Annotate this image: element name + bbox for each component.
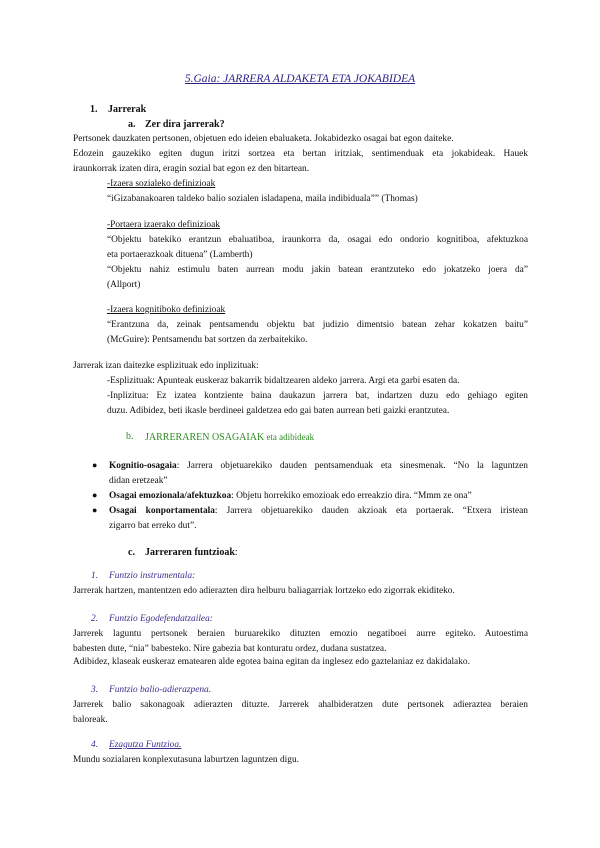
section-1-heading: Jarrerak <box>108 104 147 115</box>
subsection-b-tail: eta adibideak <box>264 432 315 442</box>
bullet-text: didan eretzeak” <box>109 476 168 486</box>
definition-line: “Objektu batekiko erantzun ebaluatiboa, iraunkorra da, osagai edo ondorio kognitiboa, afektuzkoa <box>107 235 528 245</box>
subsection-c-letter: c. <box>128 547 135 558</box>
bullet-term: Kognitio-osagaia <box>109 461 177 471</box>
function-text: Jarrerak hartzen, mantentzen edo adierazten dira helburu baliagarriak lortzeko edo zigorrak ekiditeko. <box>73 586 455 596</box>
function-number: 4. <box>91 740 99 750</box>
subsection-c-title: Jarreraren funtzioak <box>145 547 235 558</box>
explicit-implicit-line: -Esplizituak: Apunteak euskeraz bakarrik bidaltzearen aldeko jarrera. Argi eta garbi esaten da. <box>107 376 460 386</box>
subsection-b-heading <box>145 431 314 444</box>
definition-line: (McGuire): Pentsamendu bat sortzen da zerbaitekiko. <box>107 335 308 345</box>
subsection-c-tail: : <box>234 547 238 558</box>
explicit-implicit-line: duzu. Adibidez, beti ikasle berdineei galdetzea edo gai baten aurrean beti gaizki erantzutea. <box>107 406 450 416</box>
function-title: Ezagutza Funtzioa. <box>109 740 182 750</box>
bullet-icon: ● <box>92 460 98 470</box>
subsection-a-letter: a. <box>128 119 136 130</box>
page-title: 5.Gaia: JARRERA ALDAKETA ETA JOKABIDEA <box>184 73 416 85</box>
definition-heading-cognitive: -Izaera kognitiboko definizioak <box>107 305 226 315</box>
bullet-term: Osagai emozionala/afektuzkoa <box>109 491 232 501</box>
function-text: Jarrerek laguntu pertsonek beraien buruarekiko dituzten emozio negatiboei aurre egiteko. Autoestima <box>73 629 528 639</box>
intro-line: Edozein gauzekiko egiten dugun iritzi sortzea eta bertan iritziak, sentimenduak eta jokabideak. Hauek <box>73 149 528 159</box>
bullet-item-emotional <box>109 490 472 502</box>
function-title: Funtzio Egodefendatzailea: <box>109 614 213 624</box>
function-number: 2. <box>91 614 99 624</box>
bullet-icon: ● <box>92 490 98 500</box>
definition-line: “iGizabanakoaren taldeko balio sozialen isladapena, maila indibiduala”” (Thomas) <box>107 194 418 204</box>
function-text: babesten dute, “nia” babesteko. Nire gabezia bat konturatu ordez, dudana sustatzea. <box>73 644 387 654</box>
function-text: baloreak. <box>73 715 108 725</box>
bullet-text: zigarro bat erreko dut”. <box>109 521 197 531</box>
definition-heading-social: -Izaera sozialeko definizioak <box>107 179 216 189</box>
function-number: 3. <box>91 685 99 695</box>
definition-line: eta portaerazkoak dituena” (Lamberth) <box>107 250 253 260</box>
section-1-number: 1. <box>90 104 98 115</box>
function-title: Funtzio balio-adierazpena. <box>109 685 212 695</box>
function-text: Adibidez, klaseak euskeraz ematearen alde egotea baina egitan da inglesez edo gaztelaniaz ez dakidalako. <box>73 657 470 667</box>
function-number: 1. <box>91 571 99 581</box>
function-text: Mundu sozialaren konplexutasuna laburtzen laguntzen digu. <box>73 755 299 765</box>
bullet-item-behavioral <box>109 505 528 517</box>
bullet-text: : Jarrera objetuarekiko dauden akzioak eta portaerak. “Etxera iristean <box>214 506 528 516</box>
definition-line: “Erantzuna da, zeinak pentsamendu objektu bat judizio dimentsio batean zehar kokatzen baitu” <box>107 320 528 330</box>
bullet-item-cognitive <box>109 460 528 472</box>
definition-line: “Objektu nahiz estimulu baten aurrean modu jakin batean erantzuteko edo jokatzeko joera da” <box>107 265 528 275</box>
definition-line: (Allport) <box>107 280 141 290</box>
subsection-b-letter: b. <box>126 431 134 442</box>
intro-line: Pertsonek dauzkaten pertsonen, objetuen edo ideien ebaluaketa. Jokabidezko osagai bat egon daiteke. <box>73 134 454 144</box>
intro-line: iraunkorrak izaten dira, eragin sozial bat egon ez den bitartean. <box>73 164 310 174</box>
subsection-a-heading: Zer dira jarrerak? <box>145 119 225 130</box>
function-title: Funtzio instrumentala: <box>109 571 196 581</box>
explicit-implicit-line: -Inplizitua: Ez izatea kontziente baina daukazun jarrera bat, indartzen duzu edo gehiago egiten <box>107 391 528 401</box>
bullet-text: : Objetu horrekiko emozioak edo erreakzio dira. “Mmm ze ona” <box>231 491 472 501</box>
definition-heading-behavior: -Portaera izaerako definizioak <box>107 220 220 230</box>
bullet-term: Osagai konportamentala <box>109 506 215 516</box>
bullet-icon: ● <box>92 505 98 515</box>
subsection-b-title: JARRERAREN OSAGAIAK <box>145 432 265 443</box>
bullet-text: : Jarrera objetuarekiko dauden pentsamenduak eta sinesmenak. “No la laguntzen <box>176 461 528 471</box>
explicit-implicit-line: Jarrerak izan daitezke esplizituak edo inplizituak: <box>73 361 259 371</box>
subsection-c-heading <box>145 547 238 559</box>
function-text: Jarrerek balio sakonagoak adierazten dituzte. Jarrerek ahalbideratzen dute pertsonek adieraztea beraien <box>73 700 528 710</box>
